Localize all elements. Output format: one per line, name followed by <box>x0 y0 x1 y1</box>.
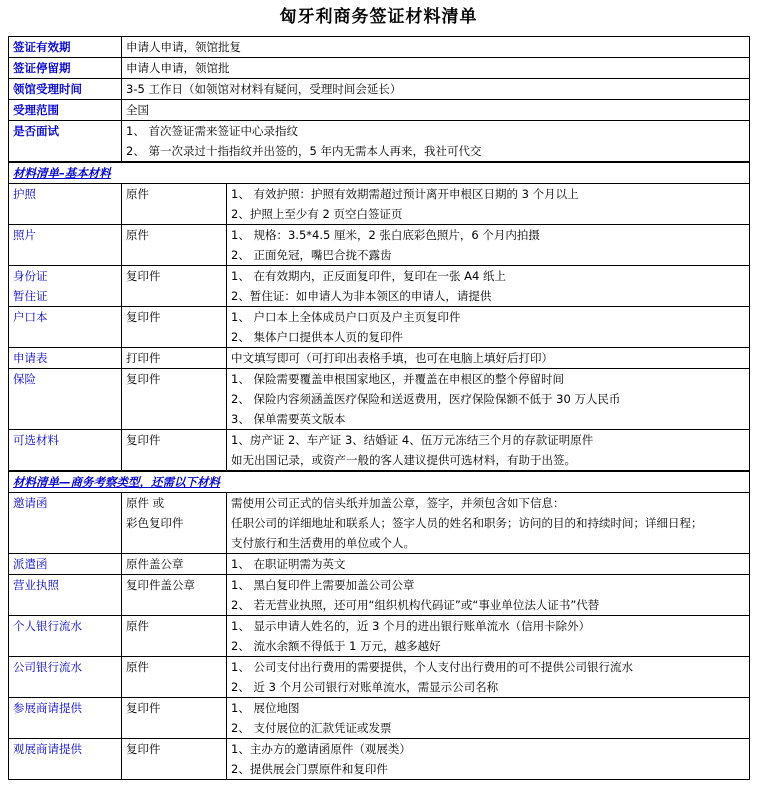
material-type: 复印件盖公章 <box>122 575 227 616</box>
detail-line: 1、 展位地图 <box>231 701 300 715</box>
detail-line: 任职公司的详细地址和联系人；签字人员的姓名和职务；访问的目的和持续时间；详细日程； <box>231 516 703 530</box>
material-type: 原件 <box>122 616 227 657</box>
material-row <box>9 430 750 472</box>
row-label: 是否面试 <box>9 121 122 163</box>
material-name: 邀请函 <box>9 493 122 554</box>
material-detail <box>227 184 750 225</box>
material-name: 营业执照 <box>9 575 122 616</box>
detail-line: 1、主办方的邀请函原件（观展类） <box>231 742 411 756</box>
detail-line: 1、 黑白复印件上需要加盖公司公章 <box>231 578 415 592</box>
info-row <box>9 58 750 79</box>
row-value: 申请人申请，领馆批复 <box>122 37 750 58</box>
detail-line: 1、 户口本上全体成员户口页及户主页复印件 <box>231 310 461 324</box>
material-type-line: 彩色复印件 <box>126 516 184 530</box>
material-detail <box>227 348 750 369</box>
detail-line: 1、 在有效期内，正反面复印件，复印在一张 A4 纸上 <box>231 269 506 283</box>
material-name-line: 身份证 <box>13 269 48 283</box>
material-row <box>9 225 750 266</box>
material-name: 申请表 <box>9 348 122 369</box>
row-label: 签证停留期 <box>9 58 122 79</box>
material-type: 原件 <box>122 225 227 266</box>
material-type: 复印件 <box>122 739 227 780</box>
material-row <box>9 739 750 780</box>
detail-line: 支付旅行和生活费用的单位或个人。 <box>231 536 415 550</box>
material-name: 参展商请提供 <box>9 698 122 739</box>
row-label: 领馆受理时间 <box>9 79 122 100</box>
detail-line: 1、 公司支付出行费用的需要提供，个人支付出行费用的可不提供公司银行流水 <box>231 660 633 674</box>
detail-line: 如无出国记录，或资产一般的客人建议提供可选材料，有助于出签。 <box>231 453 576 467</box>
material-name: 户口本 <box>9 307 122 348</box>
row-value <box>122 121 750 163</box>
material-type: 复印件 <box>122 698 227 739</box>
material-detail <box>227 369 750 430</box>
section-title: 材料清单—商务考察类型，还需以下材料 <box>9 471 750 493</box>
section-header-business <box>9 471 750 493</box>
material-row <box>9 184 750 225</box>
row-value: 申请人申请，领馆批 <box>122 58 750 79</box>
material-detail <box>227 698 750 739</box>
section-header-basic <box>9 162 750 184</box>
info-row <box>9 121 750 163</box>
detail-line: 2、护照上至少有 2 页空白签证页 <box>231 207 403 221</box>
detail-line: 2、 支付展位的汇款凭证或发票 <box>231 721 392 735</box>
material-name: 照片 <box>9 225 122 266</box>
info-row <box>9 100 750 121</box>
detail-line: 1、房产证 2、车产证 3、结婚证 4、伍万元冻结三个月的存款证明原件 <box>231 433 594 447</box>
page-title: 匈牙利商务签证材料清单 <box>279 7 478 27</box>
material-type: 打印件 <box>122 348 227 369</box>
material-name: 观展商请提供 <box>9 739 122 780</box>
material-row <box>9 266 750 307</box>
material-type: 原件 <box>122 184 227 225</box>
material-detail <box>227 493 750 554</box>
material-row <box>9 616 750 657</box>
info-row <box>9 37 750 58</box>
row-label: 签证有效期 <box>9 37 122 58</box>
material-detail <box>227 554 750 575</box>
material-name-line: 暂住证 <box>13 289 48 303</box>
material-detail <box>227 266 750 307</box>
value-line: 1、 首次签证需来签证中心录指纹 <box>126 124 298 138</box>
detail-line: 中文填写即可（可打印出表格手填，也可在电脑上填好后打印） <box>231 351 553 365</box>
detail-line: 2、提供展会门票原件和复印件 <box>231 762 388 776</box>
material-detail <box>227 616 750 657</box>
material-name: 可选材料 <box>9 430 122 472</box>
row-value: 全国 <box>122 100 750 121</box>
material-row <box>9 348 750 369</box>
detail-line: 3、 保单需要英文版本 <box>231 412 346 426</box>
detail-line: 2、 保险内容须涵盖医疗保险和送返费用，医疗保险保额不低于 30 万人民币 <box>231 392 621 406</box>
detail-line: 需使用公司正式的信头纸并加盖公章，签字，并须包含如下信息： <box>231 496 565 510</box>
material-row <box>9 657 750 698</box>
material-name: 公司银行流水 <box>9 657 122 698</box>
material-type-line: 原件 或 <box>126 496 165 510</box>
material-row <box>9 307 750 348</box>
material-row <box>9 698 750 739</box>
detail-line: 1、 保险需要覆盖申根国家地区，并覆盖在申根区的整个停留时间 <box>231 372 564 386</box>
detail-line: 2、 正面免冠，嘴巴合拢不露齿 <box>231 248 392 262</box>
detail-line: 2、 流水余额不得低于 1 万元，越多越好 <box>231 639 441 653</box>
material-type <box>122 493 227 554</box>
material-name <box>9 266 122 307</box>
material-row <box>9 493 750 554</box>
value-line: 2、 第一次录过十指指纹并出签的，5 年内无需本人再来，我社可代交 <box>126 144 482 158</box>
material-name: 个人银行流水 <box>9 616 122 657</box>
material-name: 保险 <box>9 369 122 430</box>
material-detail <box>227 430 750 472</box>
detail-line: 2、 近 3 个月公司银行对账单流水，需显示公司名称 <box>231 680 499 694</box>
section-title: 材料清单–基本材料 <box>9 162 750 184</box>
material-type: 原件盖公章 <box>122 554 227 575</box>
material-detail <box>227 307 750 348</box>
row-value: 3-5 工作日（如领馆对材料有疑问，受理时间会延长） <box>122 79 750 100</box>
material-detail <box>227 575 750 616</box>
material-detail <box>227 657 750 698</box>
checklist-table <box>8 36 750 780</box>
material-type: 复印件 <box>122 266 227 307</box>
material-name: 派遣函 <box>9 554 122 575</box>
detail-line: 1、 有效护照：护照有效期需超过预计离开申根区日期的 3 个月以上 <box>231 187 579 201</box>
detail-line: 1、 显示申请人姓名的，近 3 个月的进出银行账单流水（信用卡除外） <box>231 619 591 633</box>
row-label: 受理范围 <box>9 100 122 121</box>
detail-line: 2、 若无营业执照，还可用“组织机构代码证”或“事业单位法人证书”代替 <box>231 598 600 612</box>
detail-line: 1、 在职证明需为英文 <box>231 557 346 571</box>
info-row <box>9 79 750 100</box>
material-row <box>9 554 750 575</box>
material-type: 复印件 <box>122 369 227 430</box>
material-detail <box>227 739 750 780</box>
material-type: 复印件 <box>122 307 227 348</box>
material-row <box>9 369 750 430</box>
detail-line: 2、 集体户口提供本人页的复印件 <box>231 330 403 344</box>
material-row <box>9 575 750 616</box>
material-name: 护照 <box>9 184 122 225</box>
material-type: 复印件 <box>122 430 227 472</box>
detail-line: 1、 规格：3.5*4.5 厘米，2 张白底彩色照片，6 个月内拍摄 <box>231 228 540 242</box>
detail-line: 2、暂住证：如申请人为非本领区的申请人，请提供 <box>231 289 492 303</box>
material-type: 原件 <box>122 657 227 698</box>
material-detail <box>227 225 750 266</box>
